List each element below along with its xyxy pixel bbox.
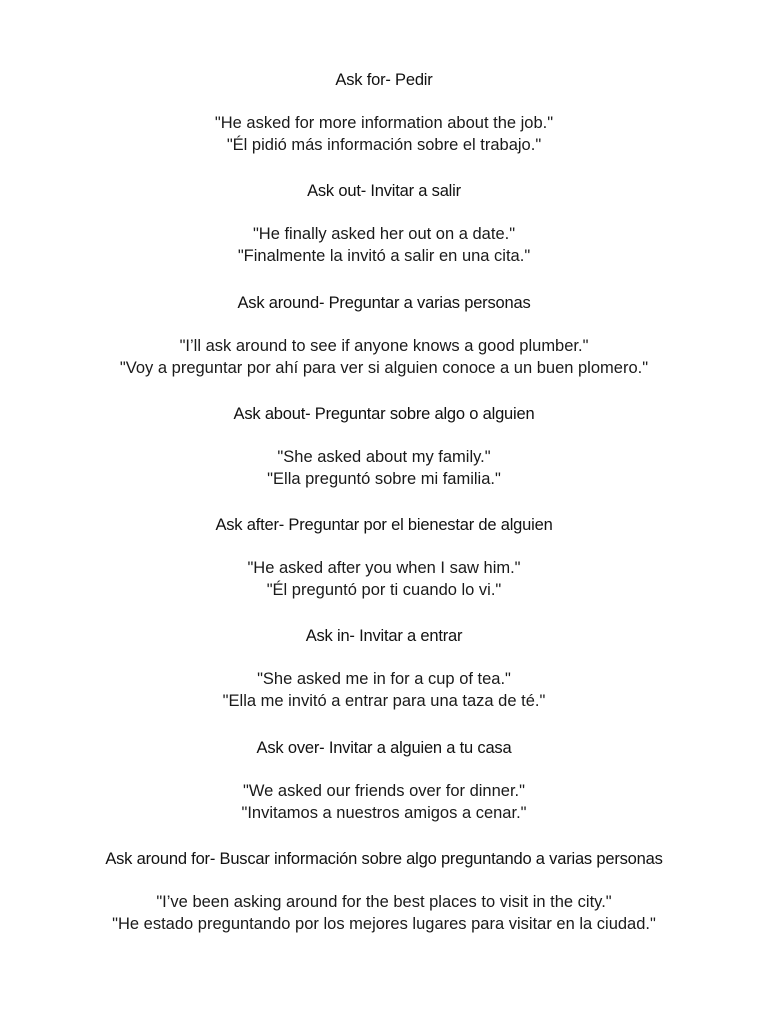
entry-heading: Ask out- Invitar a salir: [307, 182, 461, 201]
spanish-translation: "He estado preguntando por los mejores lugares para visitar en la ciudad.": [112, 915, 656, 934]
entry-ask-around-for: [0, 847, 768, 958]
entry-ask-over: [0, 736, 768, 847]
spanish-translation: "Finalmente la invitó a salir en una cita.": [237, 247, 531, 266]
entry-ask-around: [0, 291, 768, 402]
entry-heading: Ask around for- Buscar información sobre algo preguntando a varias personas: [105, 850, 663, 869]
spanish-translation: "Él preguntó por ti cuando lo vi.": [266, 581, 502, 600]
english-example: "I’ve been asking around for the best places to visit in the city.": [156, 893, 612, 912]
entry-ask-about: [0, 402, 768, 513]
spanish-translation: "Ella preguntó sobre mi familia.": [267, 469, 501, 488]
entry-heading: Ask in- Invitar a entrar: [305, 627, 463, 646]
entry-ask-in: [0, 624, 768, 735]
english-example: "She asked me in for a cup of tea.": [257, 670, 511, 689]
entry-ask-for: [0, 68, 768, 179]
phrasal-verb-list: [0, 68, 768, 958]
entry-heading: Ask for- Pedir: [335, 71, 433, 89]
entry-ask-out: [0, 179, 768, 290]
english-example: "He finally asked her out on a date.": [252, 225, 516, 244]
english-example: "We asked our friends over for dinner.": [243, 781, 525, 800]
entry-heading: Ask over- Invitar a alguien a tu casa: [256, 738, 512, 757]
english-example: "I’ll ask around to see if anyone knows a good plumber.": [179, 336, 589, 355]
english-example: "She asked about my family.": [277, 447, 491, 466]
spanish-translation: "Invitamos a nuestros amigos a cenar.": [241, 803, 527, 822]
entry-heading: Ask about- Preguntar sobre algo o alguien: [233, 404, 535, 423]
spanish-translation: "Voy a preguntar por ahí para ver si alguien conoce a un buen plomero.": [119, 358, 649, 377]
english-example: "He asked for more information about the job.": [214, 114, 554, 132]
english-example: "He asked after you when I saw him.": [247, 559, 521, 578]
entry-heading: Ask around- Preguntar a varias personas: [237, 293, 531, 312]
entry-ask-after: [0, 513, 768, 624]
spanish-translation: "Ella me invitó a entrar para una taza de té.": [222, 692, 546, 711]
entry-heading: Ask after- Preguntar por el bienestar de alguien: [215, 516, 553, 535]
spanish-translation: "Él pidió más información sobre el trabajo.": [226, 136, 542, 154]
